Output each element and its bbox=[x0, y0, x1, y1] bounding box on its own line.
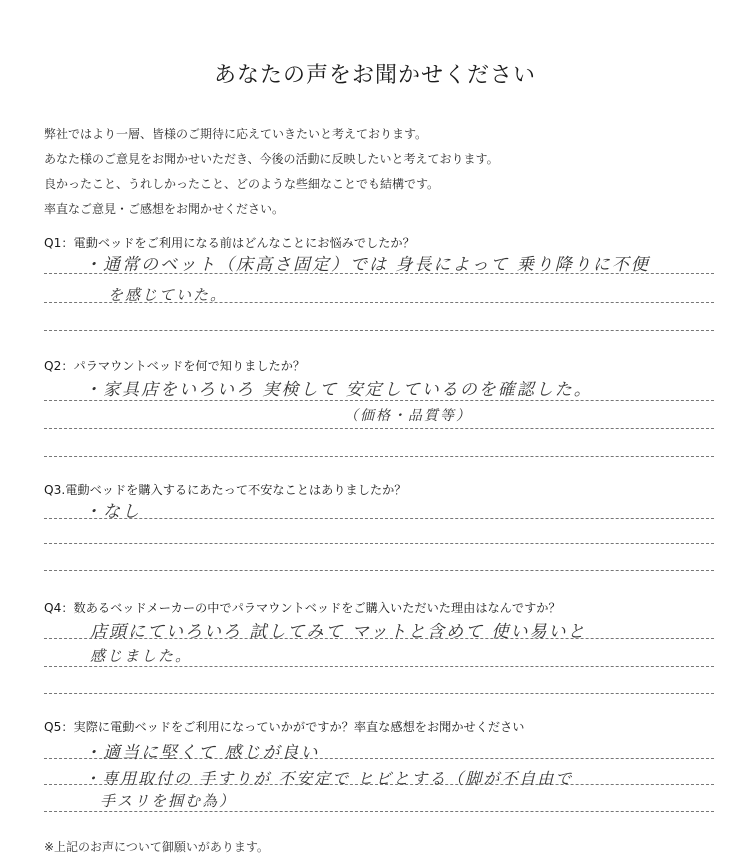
question-2-section bbox=[44, 357, 714, 424]
handwritten-answer: ・通常のベット（床高さ固定）では 身長によって 乗り降りに不便 bbox=[84, 255, 650, 275]
intro-text bbox=[44, 122, 499, 222]
answer-line bbox=[44, 518, 714, 519]
answer-line bbox=[44, 570, 714, 571]
handwritten-answer: ・適当に堅くて 感じが良い bbox=[84, 743, 320, 763]
question-3-section bbox=[44, 481, 714, 522]
intro-line: 弊社ではより一層、皆様のご期待に応えていきたいと考えております。 bbox=[44, 127, 428, 141]
question-3-label: Q3.電動ベッドを購入するにあたって不安なことはありましたか？ bbox=[44, 483, 407, 497]
question-5-section bbox=[44, 718, 714, 810]
intro-line: あなた様のご意見をお聞かせいただき、今後の活動に反映したいと考えております。 bbox=[44, 152, 499, 166]
page-title: あなたの声をお聞かせください bbox=[213, 63, 536, 88]
question-5-label: Q5：実際に電動ベッドをご利用になっていかがですか？率直な感想をお聞かせください bbox=[44, 720, 525, 734]
question-2-label: Q2：パラマウントベッドを何で知りましたか？ bbox=[44, 359, 306, 373]
question-4-label: Q4：数あるベッドメーカーの中でパラマウントベッドをご購入いただいた理由はなんですか？ bbox=[44, 601, 561, 615]
footer-note: ※上記のお声について御願いがあります。 bbox=[44, 840, 269, 854]
question-4-section bbox=[44, 599, 714, 665]
handwritten-answer: 感じました。 bbox=[90, 647, 193, 665]
handwritten-answer: ・家具店をいろいろ 実検して 安定しているのを確認した。 bbox=[84, 380, 593, 400]
question-1-label: Q1：電動ベッドをご利用になる前はどんなことにお悩みでしたか？ bbox=[44, 236, 415, 250]
answer-line bbox=[44, 456, 714, 457]
handwritten-answer: ・なし bbox=[84, 502, 141, 522]
answer-line bbox=[44, 330, 714, 331]
handwritten-answer: 手スリを掴む為） bbox=[100, 792, 237, 810]
intro-line: 率直なご意見・ご感想をお聞かせください。 bbox=[44, 202, 285, 216]
question-1-section bbox=[44, 234, 714, 304]
handwritten-answer: を感じていた。 bbox=[108, 286, 228, 304]
answer-line bbox=[44, 811, 714, 812]
answer-line bbox=[44, 428, 714, 429]
answer-line bbox=[44, 400, 714, 401]
answer-line bbox=[44, 693, 714, 694]
answer-line bbox=[44, 666, 714, 667]
handwritten-answer: ・専用取付の 手すりが 不安定で ヒビとする（脚が不自由で bbox=[84, 769, 574, 788]
handwritten-answer: 店頭にていろいろ 試してみて マットと含めて 使い易いと bbox=[90, 622, 587, 642]
answer-line bbox=[44, 543, 714, 544]
intro-line: 良かったこと、うれしかったこと、どのような些細なことでも結構です。 bbox=[44, 177, 440, 191]
handwritten-answer: （価格・品質等） bbox=[344, 408, 472, 424]
